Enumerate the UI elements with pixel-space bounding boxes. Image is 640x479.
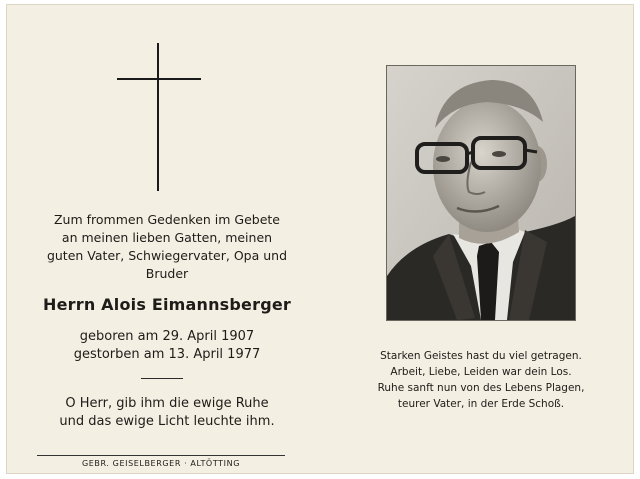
prayer-line: und das ewige Licht leuchte ihm. <box>59 414 275 429</box>
dedication-line: Bruder <box>145 266 189 281</box>
deceased-name: Herrn Alois Eimannsberger <box>43 295 291 314</box>
memorial-card <box>6 4 634 474</box>
verse-line: teurer Vater, in der Erde Schoß. <box>397 398 565 410</box>
dedication-line: Zum frommen Gedenken im Gebete <box>53 212 280 227</box>
prayer-text <box>33 395 301 431</box>
printer-imprint: GEBR. GEISELBERGER · ALTÖTTING <box>81 459 241 468</box>
prayer-line: O Herr, gib ihm die ewige Ruhe <box>65 396 269 411</box>
death-date: gestorben am 13. April 1977 <box>73 347 261 362</box>
dedication-line: an meinen lieben Gatten, meinen <box>61 230 273 245</box>
verse-line: Ruhe sanft nun von des Lebens Plagen, <box>377 382 585 394</box>
footer-rule <box>37 455 285 456</box>
verse-text <box>371 348 591 412</box>
dedication-text <box>33 211 301 283</box>
portrait-photo <box>386 65 576 321</box>
portrait-illustration <box>387 66 575 320</box>
birth-date: geboren am 29. April 1907 <box>79 329 255 344</box>
dedication-line: guten Vater, Schwiegervater, Opa und <box>46 248 288 263</box>
cross-vertical-bar <box>157 43 159 191</box>
cross-horizontal-bar <box>117 78 201 80</box>
verse-line: Arbeit, Liebe, Leiden war dein Los. <box>390 366 572 378</box>
verse-line: Starken Geistes hast du viel getragen. <box>380 350 582 362</box>
life-dates <box>33 328 301 364</box>
divider-line <box>141 378 183 379</box>
